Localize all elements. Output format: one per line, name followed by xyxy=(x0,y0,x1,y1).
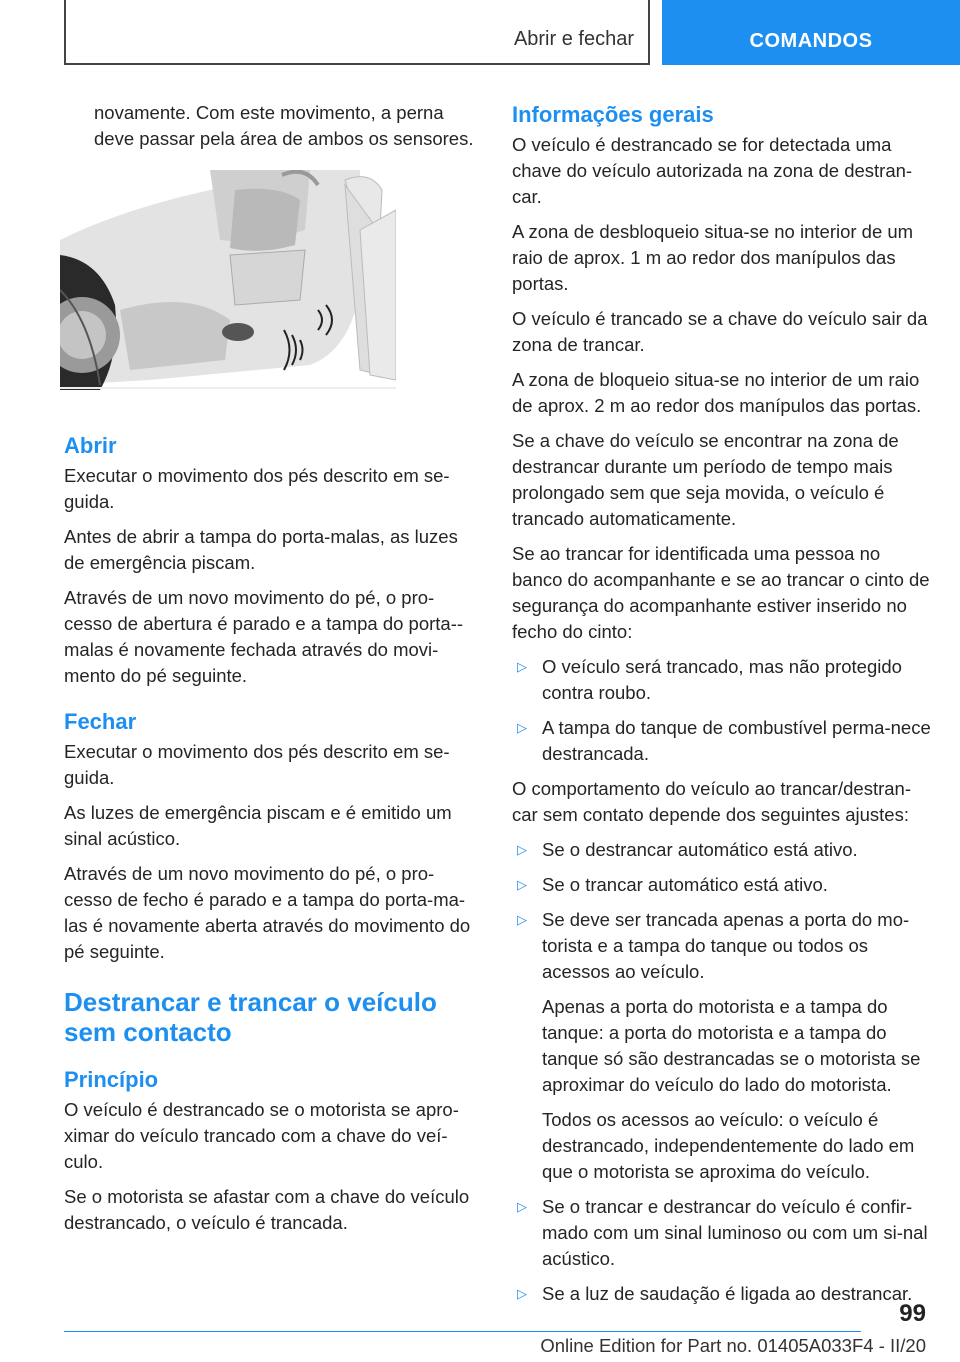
header-section-box xyxy=(64,0,650,65)
sub-paragraph-1: Apenas a porta do motorista e a tampa do tanque: a porta do motorista e a tampa do tanque só são destrancadas se o motorista se aproximar do veículo do lado do motorista. xyxy=(542,996,921,1095)
list-item-text: Se o destrancar automático está ativo. xyxy=(542,839,858,860)
triangle-bullet-icon: ▷ xyxy=(517,1199,527,1214)
info-paragraph-7: O comportamento do veículo ao trancar/destran-car sem contato depende dos seguintes ajustes: xyxy=(512,778,911,825)
list-item-text: Se o trancar e destrancar do veículo é confir-mado com um sinal luminoso ou com um si-nal acústico. xyxy=(542,1196,928,1269)
list-item-text: O veículo será trancado, mas não protegido contra roubo. xyxy=(542,656,902,703)
list-item xyxy=(512,872,932,898)
abrir-paragraph-3: Através de um novo movimento do pé, o pro-cesso de abertura é parado e a tampa do porta--malas é novamente fechada através do movi-mento do pé seguinte. xyxy=(64,587,464,686)
list-item xyxy=(512,1194,932,1272)
triangle-bullet-icon: ▷ xyxy=(517,1286,527,1301)
info-paragraph-4: A zona de bloqueio situa-se no interior de um raio de aprox. 2 m ao redor dos manípulos das portas. xyxy=(512,369,922,416)
triangle-bullet-icon: ▷ xyxy=(517,720,527,735)
header-section-title: Abrir e fechar xyxy=(513,28,634,50)
header-chapter-tab xyxy=(662,0,960,65)
list-item xyxy=(512,715,932,767)
list-item xyxy=(512,837,932,863)
triangle-bullet-icon: ▷ xyxy=(517,912,527,927)
principio-paragraph-2: Se o motorista se afastar com a chave do veículo destrancado, o veículo é trancada. xyxy=(64,1186,470,1233)
intro-paragraph: novamente. Com este movimento, a perna deve passar pela área de ambos os sensores. xyxy=(94,102,474,149)
footer-divider xyxy=(64,1331,861,1332)
info-paragraph-1: O veículo é destrancado se for detectada uma chave do veículo autorizada na zona de destran-car. xyxy=(512,134,913,207)
info-paragraph-5: Se a chave do veículo se encontrar na zona de destrancar durante um período de tempo mais prolongado sem que seja movida, o veículo é trancado automaticamente. xyxy=(512,430,899,529)
section-heading: Destrancar e trancar o veículo sem contacto xyxy=(64,987,437,1047)
list-item xyxy=(512,907,932,985)
list-item-text: Se o trancar automático está ativo. xyxy=(542,874,828,895)
principio-heading: Princípio xyxy=(64,1067,159,1092)
header-chapter-title: COMANDOS xyxy=(749,30,873,52)
info-paragraph-3: O veículo é trancado se a chave do veículo sair da zona de trancar. xyxy=(512,308,928,355)
info-paragraph-6: Se ao trancar for identificada uma pessoa no banco do acompanhante e se ao trancar o cinto de segurança do acompanhante estiver inserido no fecho do cinto: xyxy=(512,543,930,642)
triangle-bullet-icon: ▷ xyxy=(517,877,527,892)
sub-paragraph-2: Todos os acessos ao veículo: o veículo é destrancado, independentemente do lado em que o motorista se aproxima do veículo. xyxy=(542,1109,915,1182)
right-column xyxy=(512,100,932,1316)
car-and-person-drawing xyxy=(60,170,396,390)
abrir-heading: Abrir xyxy=(64,433,117,458)
footer-edition: Online Edition for Part no. 01405A033F4 - II/20 xyxy=(540,1335,926,1356)
triangle-bullet-icon: ▷ xyxy=(517,659,527,674)
fechar-paragraph-2: As luzes de emergência piscam e é emitido um sinal acústico. xyxy=(64,802,452,849)
info-heading: Informações gerais xyxy=(512,102,714,127)
triangle-bullet-icon: ▷ xyxy=(517,842,527,857)
info-paragraph-2: A zona de desbloqueio situa-se no interior de um raio de aprox. 1 m ao redor dos manípulos das portas. xyxy=(512,221,914,294)
abrir-paragraph-1: Executar o movimento dos pés descrito em se-guida. xyxy=(64,465,450,512)
list-item-text: Se a luz de saudação é ligada ao destrancar. xyxy=(542,1283,913,1304)
principio-paragraph-1: O veículo é destrancado se o motorista se apro-ximar do veículo trancado com a chave do veí-culo. xyxy=(64,1099,459,1172)
list-item xyxy=(512,654,932,706)
fechar-paragraph-3: Através de um novo movimento do pé, o pro-cesso de fecho é parado e a tampa do porta-ma-las é novamente aberta através do movimento do pé seguinte. xyxy=(64,863,471,962)
fechar-heading: Fechar xyxy=(64,709,137,734)
foot-sensor-illustration xyxy=(60,170,396,390)
page-number: 99 xyxy=(899,1300,926,1327)
list-item-text: A tampa do tanque de combustível perma-nece destrancada. xyxy=(542,717,931,764)
abrir-paragraph-2: Antes de abrir a tampa do porta-malas, as luzes de emergência piscam. xyxy=(64,526,458,573)
list-item xyxy=(512,1281,932,1307)
fechar-paragraph-1: Executar o movimento dos pés descrito em se-guida. xyxy=(64,741,450,788)
list-item-text: Se deve ser trancada apenas a porta do mo-torista e a tampa do tanque ou todos os acessos ao veículo. xyxy=(542,909,910,982)
